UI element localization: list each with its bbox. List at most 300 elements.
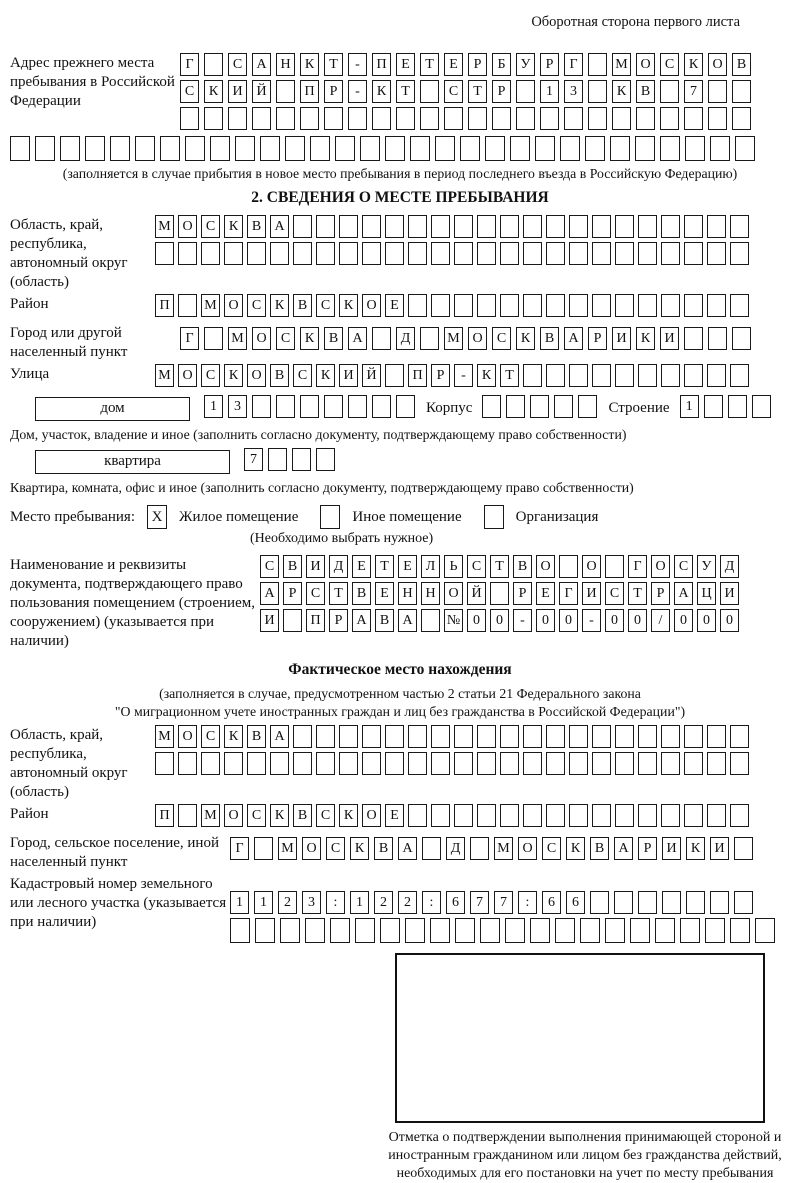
form-cell[interactable]: Й — [362, 364, 381, 387]
form-cell[interactable]: К — [300, 327, 319, 350]
form-cell[interactable] — [592, 215, 611, 238]
form-cell[interactable]: О — [178, 215, 197, 238]
form-cell[interactable] — [348, 395, 367, 418]
form-cell[interactable] — [612, 107, 631, 130]
form-cell[interactable] — [178, 752, 197, 775]
form-cell[interactable] — [408, 215, 427, 238]
form-cell[interactable] — [500, 752, 519, 775]
form-cell[interactable] — [755, 918, 775, 943]
form-cell[interactable] — [110, 136, 130, 161]
form-cell[interactable] — [630, 918, 650, 943]
form-cell[interactable] — [710, 136, 730, 161]
form-cell[interactable] — [396, 107, 415, 130]
form-cell[interactable] — [316, 752, 335, 775]
form-cell[interactable]: К — [270, 294, 289, 317]
form-cell[interactable]: 2 — [278, 891, 297, 914]
form-cell[interactable]: С — [674, 555, 693, 578]
form-cell[interactable]: В — [293, 804, 312, 827]
form-cell[interactable]: К — [684, 53, 703, 76]
form-cell[interactable]: 6 — [542, 891, 561, 914]
form-cell[interactable] — [684, 752, 703, 775]
form-cell[interactable]: С — [201, 725, 220, 748]
form-cell[interactable]: В — [270, 364, 289, 387]
form-cell[interactable]: Т — [329, 582, 348, 605]
checkbox-residential[interactable]: X — [147, 505, 167, 529]
form-cell[interactable] — [204, 327, 223, 350]
form-cell[interactable] — [569, 752, 588, 775]
form-cell[interactable] — [155, 242, 174, 265]
form-cell[interactable]: Е — [398, 555, 417, 578]
form-cell[interactable]: К — [224, 364, 243, 387]
form-cell[interactable]: Г — [628, 555, 647, 578]
form-cell[interactable] — [730, 918, 750, 943]
form-cell[interactable]: М — [278, 837, 297, 860]
form-cell[interactable]: К — [339, 294, 358, 317]
form-cell[interactable] — [516, 107, 535, 130]
form-cell[interactable]: И — [582, 582, 601, 605]
form-cell[interactable] — [592, 804, 611, 827]
form-cell[interactable]: 6 — [446, 891, 465, 914]
form-cell[interactable]: В — [636, 80, 655, 103]
form-cell[interactable] — [431, 215, 450, 238]
form-cell[interactable]: 7 — [244, 448, 263, 471]
form-cell[interactable]: К — [612, 80, 631, 103]
form-cell[interactable] — [523, 294, 542, 317]
form-cell[interactable]: Е — [444, 53, 463, 76]
form-cell[interactable] — [592, 364, 611, 387]
form-cell[interactable]: Н — [421, 582, 440, 605]
form-cell[interactable] — [185, 136, 205, 161]
form-cell[interactable]: М — [155, 364, 174, 387]
form-cell[interactable] — [660, 80, 679, 103]
form-cell[interactable] — [178, 242, 197, 265]
form-cell[interactable]: А — [398, 609, 417, 632]
form-cell[interactable] — [420, 327, 439, 350]
form-cell[interactable] — [431, 725, 450, 748]
form-cell[interactable] — [362, 215, 381, 238]
form-cell[interactable]: Г — [559, 582, 578, 605]
form-cell[interactable]: И — [660, 327, 679, 350]
form-cell[interactable] — [730, 725, 749, 748]
form-cell[interactable] — [730, 242, 749, 265]
form-cell[interactable]: А — [398, 837, 417, 860]
form-cell[interactable] — [554, 395, 573, 418]
form-cell[interactable] — [707, 364, 726, 387]
form-cell[interactable] — [204, 107, 223, 130]
form-cell[interactable]: К — [316, 364, 335, 387]
form-cell[interactable]: 1 — [204, 395, 223, 418]
form-cell[interactable]: М — [228, 327, 247, 350]
form-cell[interactable]: / — [651, 609, 670, 632]
form-cell[interactable]: П — [372, 53, 391, 76]
form-cell[interactable] — [546, 242, 565, 265]
form-cell[interactable] — [523, 215, 542, 238]
form-cell[interactable] — [362, 242, 381, 265]
form-cell[interactable] — [431, 242, 450, 265]
form-cell[interactable]: 1 — [230, 891, 249, 914]
form-cell[interactable] — [385, 725, 404, 748]
form-cell[interactable] — [707, 804, 726, 827]
form-cell[interactable]: С — [660, 53, 679, 76]
form-cell[interactable] — [638, 242, 657, 265]
form-cell[interactable] — [254, 837, 273, 860]
form-cell[interactable] — [707, 215, 726, 238]
form-cell[interactable] — [605, 918, 625, 943]
form-cell[interactable]: В — [513, 555, 532, 578]
form-cell[interactable] — [135, 136, 155, 161]
form-cell[interactable]: Н — [398, 582, 417, 605]
form-cell[interactable] — [535, 136, 555, 161]
form-cell[interactable]: М — [201, 804, 220, 827]
form-cell[interactable]: 7 — [684, 80, 703, 103]
form-cell[interactable] — [635, 136, 655, 161]
form-cell[interactable] — [210, 136, 230, 161]
form-cell[interactable] — [662, 891, 681, 914]
form-cell[interactable]: У — [516, 53, 535, 76]
form-cell[interactable] — [230, 918, 250, 943]
form-cell[interactable] — [178, 294, 197, 317]
form-cell[interactable] — [704, 395, 723, 418]
form-cell[interactable]: К — [339, 804, 358, 827]
form-cell[interactable]: - — [348, 53, 367, 76]
form-cell[interactable] — [708, 327, 727, 350]
form-cell[interactable]: Д — [446, 837, 465, 860]
form-cell[interactable]: : — [422, 891, 441, 914]
form-cell[interactable] — [270, 752, 289, 775]
form-cell[interactable] — [684, 725, 703, 748]
form-cell[interactable] — [615, 242, 634, 265]
form-cell[interactable] — [546, 804, 565, 827]
form-cell[interactable]: С — [542, 837, 561, 860]
form-cell[interactable]: С — [605, 582, 624, 605]
form-cell[interactable] — [752, 395, 771, 418]
form-cell[interactable]: В — [375, 609, 394, 632]
form-cell[interactable]: Н — [276, 53, 295, 76]
form-cell[interactable]: 0 — [605, 609, 624, 632]
form-cell[interactable]: И — [339, 364, 358, 387]
form-cell[interactable] — [477, 725, 496, 748]
form-cell[interactable] — [506, 395, 525, 418]
form-cell[interactable] — [592, 242, 611, 265]
form-cell[interactable]: 0 — [490, 609, 509, 632]
form-cell[interactable] — [734, 837, 753, 860]
form-cell[interactable] — [708, 80, 727, 103]
form-cell[interactable]: 0 — [559, 609, 578, 632]
form-cell[interactable] — [385, 752, 404, 775]
form-cell[interactable] — [684, 242, 703, 265]
form-cell[interactable] — [35, 136, 55, 161]
form-cell[interactable] — [385, 364, 404, 387]
form-cell[interactable]: К — [270, 804, 289, 827]
form-cell[interactable] — [482, 395, 501, 418]
form-cell[interactable] — [454, 725, 473, 748]
form-cell[interactable] — [540, 107, 559, 130]
form-cell[interactable]: О — [362, 294, 381, 317]
form-cell[interactable]: К — [204, 80, 223, 103]
form-cell[interactable] — [420, 80, 439, 103]
form-cell[interactable] — [661, 804, 680, 827]
form-cell[interactable] — [372, 107, 391, 130]
form-cell[interactable] — [638, 891, 657, 914]
form-cell[interactable]: О — [708, 53, 727, 76]
form-cell[interactable] — [339, 215, 358, 238]
form-cell[interactable] — [460, 136, 480, 161]
form-cell[interactable]: О — [444, 582, 463, 605]
form-cell[interactable] — [585, 136, 605, 161]
form-cell[interactable] — [707, 294, 726, 317]
form-cell[interactable] — [660, 136, 680, 161]
form-cell[interactable] — [546, 364, 565, 387]
form-cell[interactable]: М — [201, 294, 220, 317]
form-cell[interactable] — [615, 364, 634, 387]
form-cell[interactable] — [730, 215, 749, 238]
form-cell[interactable] — [477, 215, 496, 238]
form-cell[interactable] — [732, 327, 751, 350]
form-cell[interactable]: К — [686, 837, 705, 860]
form-cell[interactable]: 2 — [374, 891, 393, 914]
form-cell[interactable] — [684, 364, 703, 387]
form-cell[interactable] — [362, 725, 381, 748]
form-cell[interactable] — [201, 752, 220, 775]
form-cell[interactable] — [380, 918, 400, 943]
form-cell[interactable] — [615, 215, 634, 238]
form-cell[interactable] — [300, 107, 319, 130]
form-cell[interactable]: 1 — [680, 395, 699, 418]
form-cell[interactable]: Р — [329, 609, 348, 632]
form-cell[interactable]: С — [276, 327, 295, 350]
form-cell[interactable] — [588, 107, 607, 130]
form-cell[interactable] — [661, 242, 680, 265]
form-cell[interactable]: О — [536, 555, 555, 578]
form-cell[interactable] — [638, 364, 657, 387]
form-cell[interactable] — [564, 107, 583, 130]
form-cell[interactable]: Р — [513, 582, 532, 605]
form-cell[interactable]: Р — [431, 364, 450, 387]
form-cell[interactable]: О — [362, 804, 381, 827]
form-cell[interactable]: Й — [467, 582, 486, 605]
form-cell[interactable] — [324, 395, 343, 418]
form-cell[interactable] — [680, 918, 700, 943]
form-cell[interactable]: А — [674, 582, 693, 605]
form-cell[interactable] — [477, 242, 496, 265]
form-cell[interactable] — [732, 80, 751, 103]
form-cell[interactable] — [560, 136, 580, 161]
form-cell[interactable] — [730, 294, 749, 317]
form-cell[interactable] — [708, 107, 727, 130]
form-cell[interactable] — [569, 242, 588, 265]
form-cell[interactable] — [10, 136, 30, 161]
form-cell[interactable] — [396, 395, 415, 418]
form-cell[interactable] — [410, 136, 430, 161]
form-cell[interactable]: В — [247, 725, 266, 748]
form-cell[interactable] — [710, 891, 729, 914]
form-cell[interactable] — [485, 136, 505, 161]
form-cell[interactable]: В — [324, 327, 343, 350]
form-cell[interactable]: И — [662, 837, 681, 860]
form-cell[interactable] — [505, 918, 525, 943]
form-cell[interactable]: - — [348, 80, 367, 103]
form-cell[interactable] — [431, 294, 450, 317]
form-cell[interactable]: С — [316, 294, 335, 317]
form-cell[interactable] — [638, 752, 657, 775]
form-cell[interactable] — [178, 804, 197, 827]
form-cell[interactable] — [408, 804, 427, 827]
form-cell[interactable]: А — [564, 327, 583, 350]
form-cell[interactable] — [276, 395, 295, 418]
form-cell[interactable]: А — [614, 837, 633, 860]
form-cell[interactable]: М — [444, 327, 463, 350]
form-cell[interactable]: С — [306, 582, 325, 605]
form-cell[interactable] — [546, 215, 565, 238]
form-cell[interactable]: О — [178, 725, 197, 748]
form-cell[interactable]: Й — [252, 80, 271, 103]
form-cell[interactable] — [270, 242, 289, 265]
form-cell[interactable]: 3 — [302, 891, 321, 914]
form-cell[interactable]: С — [293, 364, 312, 387]
form-cell[interactable] — [734, 891, 753, 914]
form-cell[interactable] — [530, 395, 549, 418]
form-cell[interactable]: И — [612, 327, 631, 350]
form-cell[interactable] — [610, 136, 630, 161]
form-cell[interactable]: С — [201, 364, 220, 387]
form-cell[interactable] — [580, 918, 600, 943]
form-cell[interactable] — [468, 107, 487, 130]
form-cell[interactable]: Е — [375, 582, 394, 605]
form-cell[interactable] — [480, 918, 500, 943]
form-cell[interactable] — [615, 725, 634, 748]
form-cell[interactable] — [454, 242, 473, 265]
form-cell[interactable] — [160, 136, 180, 161]
form-cell[interactable]: 6 — [566, 891, 585, 914]
form-cell[interactable] — [180, 107, 199, 130]
form-cell[interactable]: К — [224, 215, 243, 238]
form-cell[interactable]: Р — [492, 80, 511, 103]
form-cell[interactable] — [431, 804, 450, 827]
form-cell[interactable] — [705, 918, 725, 943]
form-cell[interactable]: 3 — [564, 80, 583, 103]
form-cell[interactable]: - — [454, 364, 473, 387]
form-cell[interactable]: С — [228, 53, 247, 76]
form-cell[interactable] — [730, 364, 749, 387]
form-cell[interactable] — [431, 752, 450, 775]
form-cell[interactable]: С — [467, 555, 486, 578]
form-cell[interactable]: М — [155, 725, 174, 748]
form-cell[interactable]: К — [566, 837, 585, 860]
form-cell[interactable] — [636, 107, 655, 130]
form-cell[interactable] — [638, 804, 657, 827]
form-cell[interactable]: № — [444, 609, 463, 632]
form-cell[interactable]: Т — [490, 555, 509, 578]
form-cell[interactable]: В — [732, 53, 751, 76]
form-cell[interactable] — [510, 136, 530, 161]
form-cell[interactable]: - — [513, 609, 532, 632]
form-cell[interactable]: С — [260, 555, 279, 578]
form-cell[interactable]: П — [408, 364, 427, 387]
form-cell[interactable] — [523, 725, 542, 748]
form-cell[interactable] — [470, 837, 489, 860]
form-cell[interactable] — [605, 555, 624, 578]
form-cell[interactable]: О — [651, 555, 670, 578]
form-cell[interactable]: В — [352, 582, 371, 605]
form-cell[interactable] — [569, 215, 588, 238]
form-cell[interactable]: К — [477, 364, 496, 387]
form-cell[interactable] — [293, 215, 312, 238]
form-cell[interactable]: 3 — [228, 395, 247, 418]
form-cell[interactable]: Д — [396, 327, 415, 350]
form-cell[interactable] — [684, 294, 703, 317]
form-cell[interactable]: Р — [651, 582, 670, 605]
form-cell[interactable] — [339, 752, 358, 775]
form-cell[interactable] — [224, 242, 243, 265]
form-cell[interactable] — [252, 395, 271, 418]
form-cell[interactable] — [339, 725, 358, 748]
form-cell[interactable] — [500, 804, 519, 827]
form-cell[interactable]: Е — [396, 53, 415, 76]
form-cell[interactable] — [707, 752, 726, 775]
form-cell[interactable] — [546, 294, 565, 317]
form-cell[interactable]: 0 — [536, 609, 555, 632]
form-cell[interactable] — [684, 215, 703, 238]
form-cell[interactable]: О — [252, 327, 271, 350]
form-cell[interactable]: - — [582, 609, 601, 632]
form-cell[interactable]: М — [155, 215, 174, 238]
form-cell[interactable]: Г — [230, 837, 249, 860]
form-cell[interactable] — [335, 136, 355, 161]
form-cell[interactable]: Т — [468, 80, 487, 103]
form-cell[interactable] — [201, 242, 220, 265]
form-cell[interactable] — [430, 918, 450, 943]
form-cell[interactable] — [500, 215, 519, 238]
form-cell[interactable] — [316, 242, 335, 265]
form-cell[interactable]: В — [540, 327, 559, 350]
form-cell[interactable] — [454, 804, 473, 827]
form-cell[interactable]: И — [260, 609, 279, 632]
form-cell[interactable]: 7 — [470, 891, 489, 914]
form-cell[interactable]: Т — [628, 582, 647, 605]
form-cell[interactable] — [728, 395, 747, 418]
form-cell[interactable]: К — [372, 80, 391, 103]
form-cell[interactable] — [444, 107, 463, 130]
form-cell[interactable] — [735, 136, 755, 161]
form-cell[interactable] — [316, 448, 335, 471]
form-cell[interactable]: О — [247, 364, 266, 387]
form-cell[interactable]: 0 — [720, 609, 739, 632]
form-cell[interactable] — [477, 804, 496, 827]
form-cell[interactable] — [530, 918, 550, 943]
form-cell[interactable] — [155, 752, 174, 775]
form-cell[interactable] — [408, 294, 427, 317]
form-cell[interactable] — [707, 242, 726, 265]
form-cell[interactable]: П — [155, 804, 174, 827]
form-cell[interactable]: В — [590, 837, 609, 860]
form-cell[interactable]: О — [636, 53, 655, 76]
form-cell[interactable] — [661, 752, 680, 775]
checkbox-organization[interactable] — [484, 505, 504, 529]
form-cell[interactable] — [500, 725, 519, 748]
form-cell[interactable] — [477, 294, 496, 317]
checkbox-other-premises[interactable] — [320, 505, 340, 529]
form-cell[interactable] — [588, 53, 607, 76]
form-cell[interactable] — [260, 136, 280, 161]
form-cell[interactable] — [569, 364, 588, 387]
form-cell[interactable]: А — [270, 215, 289, 238]
form-cell[interactable] — [655, 918, 675, 943]
form-cell[interactable] — [454, 294, 473, 317]
form-cell[interactable]: А — [348, 327, 367, 350]
form-cell[interactable] — [686, 891, 705, 914]
form-cell[interactable] — [523, 752, 542, 775]
form-cell[interactable]: Б — [492, 53, 511, 76]
